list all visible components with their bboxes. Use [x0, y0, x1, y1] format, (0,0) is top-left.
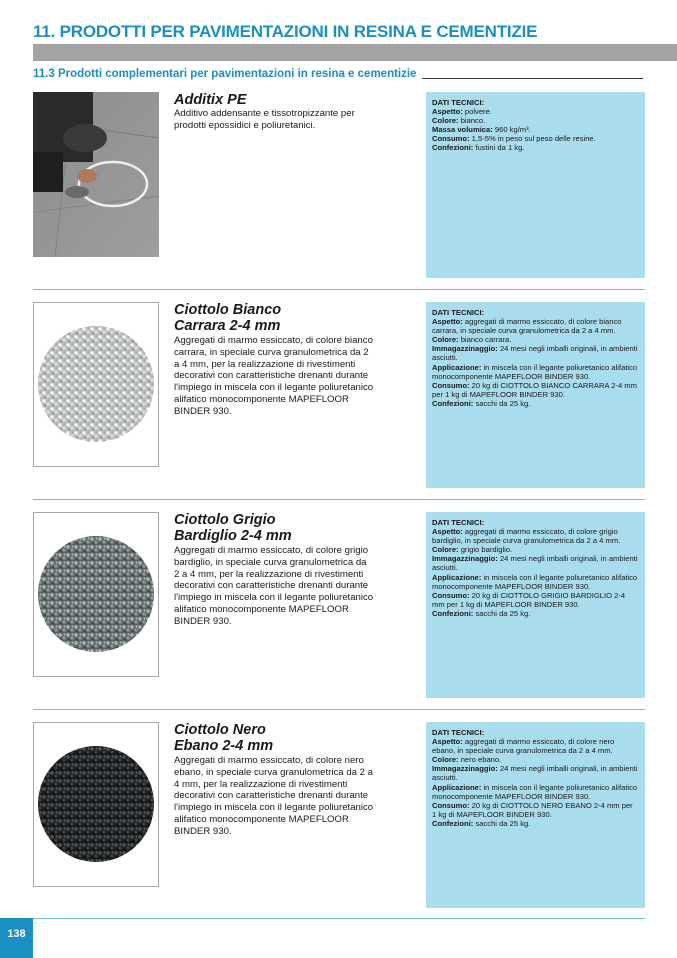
tech-line: Aspetto: polvere. — [432, 107, 492, 117]
tech-data-title: DATI TECNICI: — [432, 518, 485, 527]
black-pebbles-image — [34, 723, 158, 886]
product-name — [174, 722, 414, 754]
title-bar — [33, 44, 677, 61]
product-description: Additivo addensante e tissotropizzante per prodotti epossidici e poliuretanici. — [174, 108, 355, 131]
product-name — [174, 92, 414, 108]
footer-rule — [33, 918, 645, 919]
grey-pebbles-image — [34, 513, 158, 676]
tech-line: Colore: bianco. — [432, 116, 486, 126]
tech-line: Massa volumica: 960 kg/m³. — [432, 125, 531, 135]
product-additix-pe — [33, 92, 645, 278]
tech-line: Immagazzinaggio: 24 mesi negli imballi originali, in ambienti asciutti. — [432, 764, 638, 783]
tech-line: Confezioni: sacchi da 25 kg. — [432, 818, 531, 828]
tech-line: Colore: nero ebano. — [432, 755, 502, 765]
tech-line: Aspetto: aggregati di marmo essiccato, di colore nero ebano, in speciale curva granulometrica da 2 a 4 mm. — [432, 737, 615, 756]
white-pebbles-image — [34, 303, 158, 466]
tech-line: Aspetto: aggregati di marmo essiccato, di colore grigio bardiglio, in speciale curva granulometrica da 2 a 4 mm. — [432, 527, 621, 546]
tech-line: Immagazzinaggio: 24 mesi negli imballi originali, in ambienti asciutti. — [432, 554, 638, 573]
product-name-line1: Additix PE — [174, 92, 247, 108]
product-name-line1: Ciottolo Nero — [174, 722, 266, 738]
tech-line: Applicazione: in miscela con il legante poliuretanico alifatico monocomponente MAPEFLOOR BINDER 930. — [432, 362, 638, 381]
section-separator — [33, 709, 645, 710]
product-description: Aggregati di marmo essiccato, di colore grigio bardiglio, in speciale curva granulometrica da 2 a 4 mm, per la realizzazione di rivestimenti decorativi con caratteristiche drenanti durante l'impiego in miscela con il legante poliuretanico alifatico monocomponente MAPEFLOOR BINDER 930. — [174, 545, 374, 627]
tech-line: Colore: bianco carrara. — [432, 335, 512, 345]
section-separator — [33, 289, 645, 290]
product-name-line2: Carrara 2-4 mm — [174, 318, 281, 334]
product-ciottolo-grigio — [33, 512, 645, 698]
product-name — [174, 302, 414, 334]
section-separator — [33, 499, 645, 500]
page-title: 11. PRODOTTI PER PAVIMENTAZIONI IN RESINA E CEMENTIZIE — [33, 22, 538, 41]
tech-data-title: DATI TECNICI: — [432, 728, 485, 737]
tech-line: Consumo: 20 kg di CIOTTOLO BIANCO CARRARA 2-4 mm per 1 kg di MAPEFLOOR BINDER 930. — [432, 380, 637, 399]
product-name-line1: Ciottolo Bianco — [174, 302, 282, 318]
tech-data-panel — [426, 302, 645, 488]
tech-line: Immagazzinaggio: 24 mesi negli imballi originali, in ambienti asciutti. — [432, 344, 638, 363]
tech-line: Colore: grigio bardiglio. — [432, 545, 513, 555]
tech-line: Consumo: 20 kg di CIOTTOLO NERO EBANO 2-4 mm per 1 kg di MAPEFLOOR BINDER 930. — [432, 800, 633, 819]
subtitle-rule — [422, 78, 643, 79]
product-description: Aggregati di marmo essiccato, di colore nero ebano, in speciale curva granulometrica da 2 a 4 mm, per la realizzazione di rivestimenti decorativi con caratteristiche drenanti durante l'impiego in miscela con il legante poliuretanico alifatico monocomponente MAPEFLOOR BINDER 930. — [174, 755, 374, 837]
tech-data-panel — [426, 92, 645, 278]
page-number: 138 — [7, 928, 26, 940]
product-name-line1: Ciottolo Grigio — [174, 512, 276, 528]
tech-line: Applicazione: in miscela con il legante poliuretanico alifatico monocomponente MAPEFLOOR BINDER 930. — [432, 782, 638, 801]
product-photo — [33, 302, 159, 467]
tech-line: Aspetto: aggregati di marmo essiccato, di colore bianco carrara, in speciale curva granulometrica da 2 a 4 mm. — [432, 317, 622, 336]
tech-data-panel — [426, 722, 645, 908]
product-name — [174, 512, 414, 544]
page-number-badge — [0, 918, 33, 958]
tech-data-panel — [426, 512, 645, 698]
tech-line: Consumo: 20 kg di CIOTTOLO GRIGIO BARDIGLIO 2-4 mm per 1 kg di MAPEFLOOR BINDER 930. — [432, 590, 626, 609]
tech-line: Confezioni: sacchi da 25 kg. — [432, 398, 531, 408]
product-description: Aggregati di marmo essiccato, di colore bianco carrara, in speciale curva granulometrica da 2 a 4 mm, per la realizzazione di rivestimenti decorativi con caratteristiche drenanti durante l'impiego in miscela con il legante poliuretanico alifatico monocomponente MAPEFLOOR BINDER 930. — [174, 335, 374, 417]
product-name-line2: Ebano 2-4 mm — [174, 738, 274, 754]
product-ciottolo-nero — [33, 722, 645, 908]
section-subtitle: 11.3 Prodotti complementari per pavimentazioni in resina e cementizie — [33, 68, 417, 80]
tech-data-title: DATI TECNICI: — [432, 98, 485, 107]
tech-line: Applicazione: in miscela con il legante poliuretanico alifatico monocomponente MAPEFLOOR BINDER 930. — [432, 572, 638, 591]
product-ciottolo-bianco — [33, 302, 645, 488]
tech-data-title: DATI TECNICI: — [432, 308, 485, 317]
floor-application-photo — [33, 92, 159, 257]
product-photo — [33, 722, 159, 887]
tech-line: Confezioni: sacchi da 25 kg. — [432, 608, 531, 618]
product-photo — [33, 92, 159, 257]
tech-line: Consumo: 1,5-5% in peso sul peso delle resine. — [432, 134, 596, 144]
product-name-line2: Bardiglio 2-4 mm — [174, 528, 292, 544]
product-photo — [33, 512, 159, 677]
tech-line: Confezioni: fustini da 1 kg. — [432, 143, 525, 153]
